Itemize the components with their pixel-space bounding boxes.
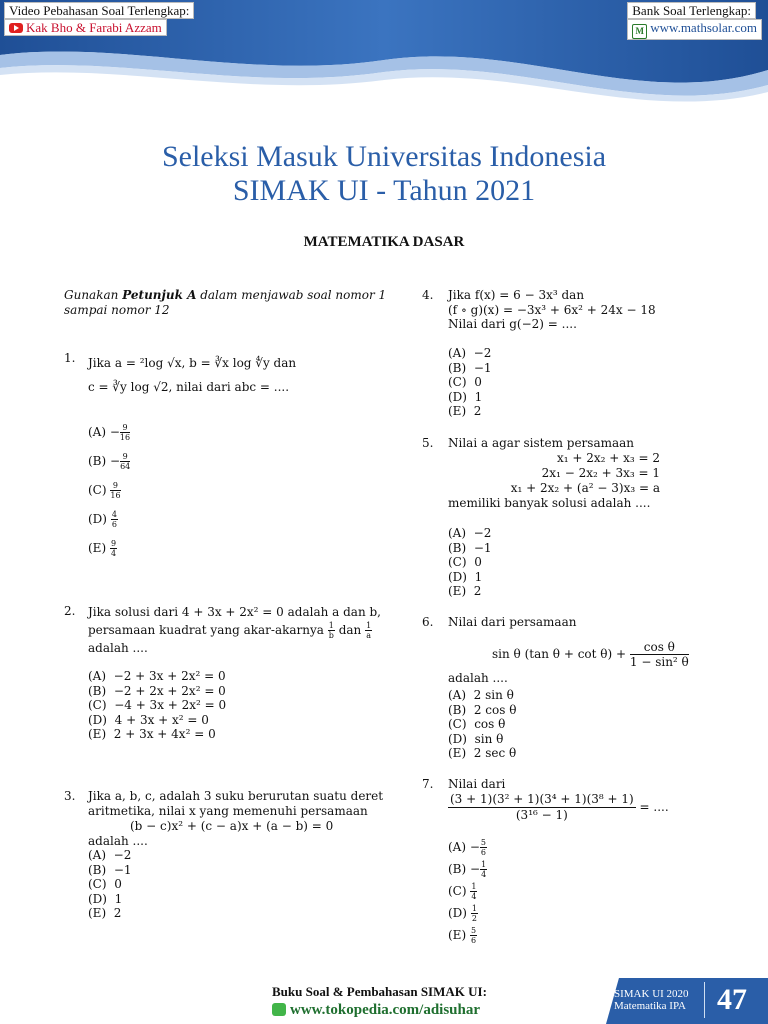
q7-tail: = .... (639, 800, 669, 814)
q2-option-c[interactable] (88, 698, 226, 713)
q5-eq-3: x₁ + 2x₂ + (a² − 3)x₃ = a (510, 481, 660, 495)
footer-book-label: Buku Soal & Pembahasan SIMAK UI: (272, 984, 487, 999)
q4-line-1: Jika f(x) = 6 − 3x³ dan (448, 288, 585, 302)
q4-option-e[interactable] (448, 404, 492, 419)
option-label: (D) (88, 712, 107, 727)
q2-line-2b: dan (338, 623, 362, 637)
bank-label: Bank Soal Terlengkap: (627, 2, 756, 19)
q6-expression (448, 640, 748, 669)
option-label: (B) (448, 862, 467, 876)
option-label: (A) (88, 425, 107, 439)
frac-den: 6 (111, 520, 117, 529)
option-fraction (471, 904, 478, 923)
q6-stem (448, 615, 748, 686)
q7-option-c[interactable] (448, 882, 487, 904)
option-text: −4 + 3x + 2x² = 0 (114, 698, 227, 713)
q3-option-d[interactable] (88, 892, 132, 907)
q2-option-b[interactable] (88, 684, 226, 699)
q2-options (88, 669, 226, 742)
frac-num: 1 (471, 904, 477, 913)
q2-stem (88, 604, 408, 657)
frac-num: 5 (480, 838, 487, 847)
option-sign: − (109, 425, 120, 439)
q1-line-2: c = ∛y log √2, nilai dari abc = .... (88, 380, 290, 394)
frac-num: 1 (328, 621, 334, 630)
option-sign: − (470, 862, 481, 876)
footer-badge-text (614, 988, 689, 1012)
q6-option-b[interactable] (448, 703, 516, 718)
mathsolar-icon: M (632, 24, 647, 39)
q1-number: 1. (64, 351, 76, 365)
q7-options (448, 838, 487, 948)
option-fraction (480, 838, 487, 857)
option-label: (C) (448, 884, 467, 898)
frac-den: 16 (110, 491, 121, 500)
footer-shop-url: www.tokopedia.com/adisuhar (290, 1002, 481, 1018)
q1-option-c[interactable] (88, 481, 130, 510)
option-label: (B) (448, 702, 467, 717)
option-label: (A) (448, 688, 467, 702)
q5-number: 5. (422, 436, 434, 450)
option-label: (A) (88, 848, 107, 862)
q7-option-d[interactable] (448, 904, 487, 926)
q7-option-a[interactable] (448, 838, 487, 860)
q2-option-a[interactable] (88, 669, 226, 684)
option-fraction (480, 860, 487, 879)
option-text: sin θ (474, 731, 504, 746)
option-label: (B) (88, 454, 107, 468)
option-sign: − (469, 840, 480, 854)
option-text: 0 (474, 375, 482, 390)
option-label: (A) (448, 840, 467, 854)
q3-options (88, 848, 132, 921)
option-label: (B) (448, 540, 467, 555)
option-text: −2 (473, 526, 492, 540)
frac-num: 9 (120, 423, 130, 433)
q1-option-b[interactable] (88, 452, 130, 481)
instruction-prefix: Gunakan (64, 288, 119, 302)
option-text: 0 (114, 877, 122, 892)
frac-den: 6 (470, 936, 477, 945)
q4-number: 4. (422, 288, 434, 302)
frac-den: 4 (481, 870, 487, 879)
q3-line-3: adalah .... (88, 834, 148, 848)
q5-stem (448, 436, 748, 511)
q4-option-c[interactable] (448, 375, 492, 390)
instruction-line-2: sampai nomor 12 (64, 303, 170, 317)
frac-num: 9 (120, 452, 130, 462)
q5-line-1: Nilai a agar sistem persamaan (448, 436, 635, 450)
option-fraction (120, 452, 130, 471)
option-label: (C) (88, 483, 107, 497)
bank-url: www.mathsolar.com (650, 20, 757, 35)
option-fraction (111, 510, 118, 529)
q2-number: 2. (64, 604, 76, 618)
option-text: 1 (474, 569, 483, 584)
option-text: 2 (113, 906, 122, 921)
q4-line-3: Nilai dari g(−2) = .... (448, 317, 577, 331)
q5-options (448, 526, 492, 599)
option-text: −2 + 3x + 2x² = 0 (113, 669, 226, 683)
option-text: 4 + 3x + x² = 0 (114, 712, 209, 727)
q4-line-2: (f ∘ g)(x) = −3x³ + 6x² + 24x − 18 (448, 302, 656, 317)
option-label: (E) (88, 541, 107, 555)
page-number: 47 (704, 982, 759, 1018)
q5-option-a[interactable] (448, 526, 492, 541)
subject-heading: MATEMATIKA DASAR (303, 234, 465, 250)
title-line-2: SIMAK UI - Tahun 2021 (232, 174, 536, 207)
q6-option-c[interactable] (448, 717, 516, 732)
option-label: (B) (88, 683, 107, 698)
bank-url-link[interactable] (627, 19, 762, 40)
q6-fraction (630, 640, 689, 669)
q6-option-d[interactable] (448, 732, 516, 747)
q3-option-a[interactable] (88, 848, 132, 863)
q3-number: 3. (64, 789, 76, 803)
option-label: (D) (448, 569, 467, 584)
q6-option-e[interactable] (448, 746, 516, 761)
q4-options (448, 346, 492, 419)
video-authors-link[interactable] (4, 19, 167, 36)
q6-options (448, 688, 516, 761)
option-text: 2 + 3x + 4x² = 0 (113, 727, 216, 742)
option-label: (B) (448, 360, 467, 375)
option-fraction (470, 926, 477, 945)
youtube-icon (9, 23, 23, 33)
frac-num: 1 (481, 860, 487, 869)
bank-tag (627, 2, 762, 40)
title-line-1: Seleksi Masuk Universitas Indonesia (161, 140, 607, 173)
q6-line-1: Nilai dari persamaan (448, 615, 577, 629)
q2-frac-2 (365, 621, 372, 640)
frac-num: 1 (471, 882, 477, 891)
footer-right-line-1: SIMAK UI 2020 (614, 988, 689, 1000)
q2-option-e[interactable] (88, 727, 226, 742)
q1-stem (88, 351, 398, 399)
option-sign: − (110, 454, 121, 468)
option-text: 0 (474, 555, 482, 570)
option-label: (B) (88, 862, 107, 877)
q4-option-a[interactable] (448, 346, 492, 361)
q3-option-e[interactable] (88, 906, 132, 921)
q3-option-c[interactable] (88, 877, 132, 892)
option-text: −2 (473, 346, 492, 360)
frac-num: 5 (470, 926, 477, 935)
q6-line-2: adalah .... (448, 671, 508, 685)
footer-right-line-2: Matematika IPA (614, 1000, 686, 1012)
q7-number: 7. (422, 777, 434, 791)
option-label: (E) (448, 928, 467, 942)
q3-stem (88, 789, 408, 849)
frac-num: 4 (111, 510, 117, 519)
option-label: (E) (448, 404, 467, 419)
option-text: 2 (473, 404, 482, 419)
option-label: (C) (448, 375, 467, 390)
q2-line-2 (88, 621, 408, 640)
frac-num: 1 (366, 621, 372, 630)
frac-num: cos θ (630, 640, 689, 655)
option-text: −1 (113, 862, 132, 877)
frac-den: b (328, 631, 334, 640)
option-fraction (110, 481, 120, 500)
option-text: −1 (473, 540, 492, 555)
frac-den: a (366, 631, 372, 640)
q2-option-d[interactable] (88, 713, 226, 728)
q1-options (88, 423, 130, 568)
q1-option-a[interactable] (88, 423, 130, 452)
option-text: 2 cos θ (473, 702, 517, 717)
q4-option-d[interactable] (448, 390, 492, 405)
q4-option-b[interactable] (448, 361, 492, 376)
q7-fraction (448, 792, 636, 823)
q5-option-d[interactable] (448, 570, 492, 585)
q5-option-b[interactable] (448, 541, 492, 556)
q7-option-e[interactable] (448, 926, 487, 948)
option-text: 2 sin θ (473, 688, 514, 702)
q2-line-1: Jika solusi dari 4 + 3x + 2x² = 0 adalah a dan b, (88, 605, 381, 619)
q7-line-1: Nilai dari (448, 777, 506, 791)
q5-option-c[interactable] (448, 555, 492, 570)
q7-option-b[interactable] (448, 860, 487, 882)
q1-option-d[interactable] (88, 510, 130, 539)
option-fraction (120, 423, 130, 442)
q1-line-1: Jika a = ²log √x, b = ∛x log ∜y dan (88, 356, 297, 370)
instruction (64, 288, 394, 318)
option-text: 1 (114, 891, 123, 906)
q3-line-1: Jika a, b, c, adalah 3 suku berurutan suatu deret (88, 789, 384, 803)
footer-shop-link[interactable] (272, 1002, 480, 1019)
frac-num: 9 (110, 539, 117, 548)
option-text: −1 (473, 360, 492, 375)
q4-stem (448, 288, 748, 332)
option-label: (C) (88, 698, 107, 713)
frac-den: 16 (119, 433, 131, 442)
q1-option-e[interactable] (88, 539, 130, 568)
option-label: (A) (448, 346, 467, 360)
option-fraction (110, 539, 117, 558)
option-label: (A) (448, 526, 467, 540)
option-label: (D) (88, 512, 107, 526)
q3-equation: (b − c)x² + (c − a)x + (a − b) = 0 (130, 819, 334, 833)
q3-line-2: aritmetika, nilai x yang memenuhi persamaan (88, 804, 368, 818)
q7-expression (448, 792, 758, 823)
option-label: (E) (448, 746, 467, 761)
instruction-rest: dalam menjawab soal nomor 1 (200, 288, 387, 302)
frac-den: 2 (471, 914, 477, 923)
q2-frac-1 (328, 621, 335, 640)
frac-num: 9 (110, 481, 120, 491)
q5-eq-1: x₁ + 2x₂ + x₃ = 2 (556, 451, 660, 465)
option-label: (E) (88, 727, 107, 742)
video-authors: Kak Bho & Farabi Azzam (26, 20, 162, 35)
option-text: 1 (474, 389, 483, 404)
q6-expr-left: sin θ (tan θ + cot θ) + (492, 647, 627, 661)
instruction-bold: Petunjuk A (122, 288, 197, 302)
q5-option-e[interactable] (448, 584, 492, 599)
option-label: (C) (448, 555, 467, 570)
frac-num: (3 + 1)(3² + 1)(3⁴ + 1)(3⁸ + 1) (450, 792, 634, 806)
q6-option-a[interactable] (448, 688, 516, 703)
q5-eq-2: 2x₁ − 2x₂ + 3x₃ = 1 (541, 466, 660, 480)
option-label: (D) (88, 891, 107, 906)
option-text: −2 (113, 848, 132, 862)
frac-den: 6 (480, 848, 487, 857)
option-label: (E) (448, 584, 467, 599)
option-label: (A) (88, 669, 107, 683)
option-text: 2 sec θ (473, 746, 517, 761)
option-label: (C) (448, 717, 467, 732)
video-label: Video Pebahasan Soal Terlengkap: (4, 2, 194, 19)
option-label: (D) (448, 389, 467, 404)
option-label: (C) (88, 877, 107, 892)
option-fraction (470, 882, 477, 901)
video-tag (4, 2, 194, 36)
q6-number: 6. (422, 615, 434, 629)
q5-line-2: memiliki banyak solusi adalah .... (448, 496, 651, 510)
option-label: (D) (448, 906, 467, 920)
q3-option-b[interactable] (88, 863, 132, 878)
option-text: −2 + 2x + 2x² = 0 (113, 683, 226, 698)
option-label: (E) (88, 906, 107, 921)
q2-line-2a: persamaan kuadrat yang akar-akarnya (88, 623, 324, 637)
frac-den: 4 (110, 549, 117, 558)
q2-line-3: adalah .... (88, 641, 148, 655)
frac-den: 64 (120, 462, 131, 471)
q7-stem (448, 777, 758, 823)
frac-den: 4 (471, 892, 477, 901)
option-text: 2 (473, 584, 482, 599)
frac-den: (3¹⁶ − 1) (515, 808, 568, 822)
frac-den: 1 − sin² θ (629, 655, 689, 669)
option-label: (D) (448, 731, 467, 746)
option-text: cos θ (474, 717, 506, 732)
tokopedia-icon (272, 1003, 286, 1016)
